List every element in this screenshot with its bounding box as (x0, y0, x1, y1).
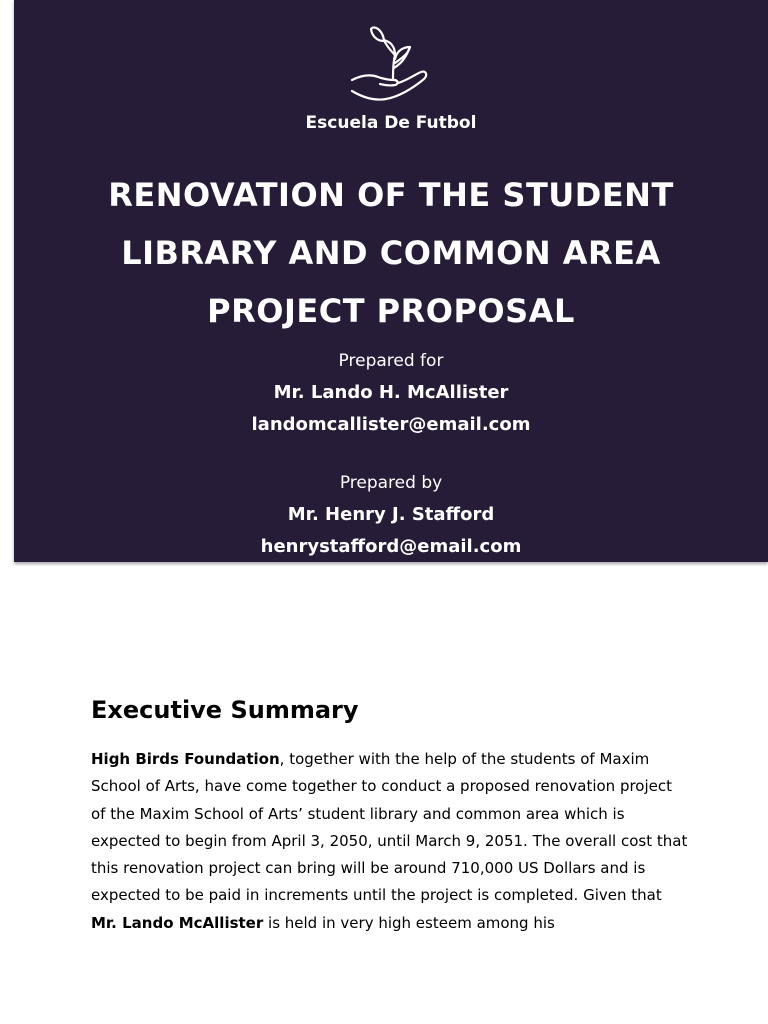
title-line: RENOVATION OF THE STUDENT (108, 176, 674, 214)
paragraph-text: is held in very high esteem among his (263, 913, 555, 932)
client-name: Mr. Lando McAllister (91, 913, 264, 932)
executive-summary-section (91, 690, 691, 937)
prepared-by-email: henrystafford@email.com (260, 536, 522, 557)
prepared-by-label: Prepared by (339, 473, 443, 493)
prepared-for-email: landomcallister@email.com (251, 414, 531, 435)
hand-with-plant-icon (350, 25, 434, 109)
cover-banner (14, 0, 768, 562)
prepared-for-name: Mr. Lando H. McAllister (273, 382, 509, 403)
prepared-for-label: Prepared for (338, 351, 444, 371)
section-heading: Executive Summary (91, 696, 359, 724)
document-title (14, 166, 768, 340)
title-line: PROJECT PROPOSAL (207, 292, 575, 330)
title-line: LIBRARY AND COMMON AREA (121, 234, 661, 272)
paragraph-text: , together with the help of the students of Maxim School of Arts, have come together to conduct a proposed renovation project of the Maxim School of Arts’ student library and common area which is expected to begin from April 3, 2050, until March 9, 2051. The overall cost that this renovation project can bring will be around 710,000 US Dollars and is expected to be paid in increments until the project is completed. Given that (91, 750, 688, 905)
foundation-name: High Birds Foundation (91, 750, 280, 768)
summary-paragraph (91, 746, 691, 937)
prepared-by-name: Mr. Henry J. Stafford (287, 504, 495, 525)
organization-name: Escuela De Futbol (305, 113, 477, 133)
